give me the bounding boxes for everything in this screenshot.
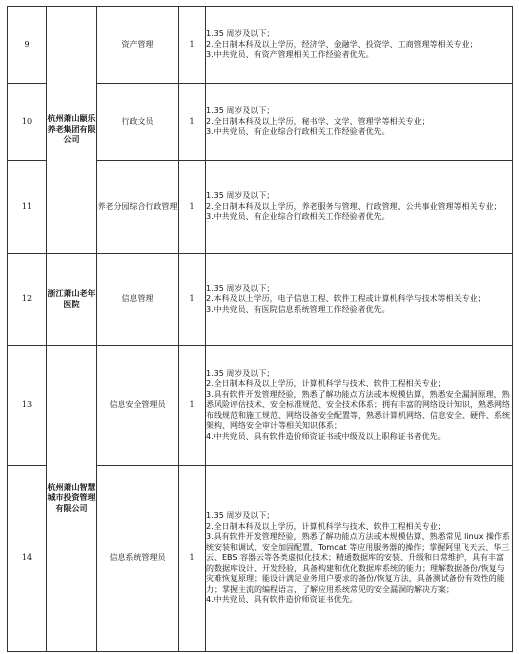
requirement-item: 3.中共党员、有企业综合行政相关工作经验者优先。 (206, 212, 390, 222)
org-cell: 浙江萧山老年医院 (47, 254, 97, 346)
org-cell: 杭州萧山智慧城市投资管理有限公司 (47, 346, 97, 652)
headcount: 1 (179, 161, 206, 254)
requirements (206, 254, 513, 346)
requirements (206, 7, 513, 84)
position-name: 行政文员 (97, 84, 179, 161)
position-name: 养老分园综合行政管理 (97, 161, 179, 254)
row-number: 11 (8, 161, 47, 254)
org-cell: 杭州萧山颐乐养老集团有限公司 (47, 7, 97, 254)
requirements (206, 161, 513, 254)
requirement-item: 1.35 周岁及以下； (206, 368, 275, 378)
requirement-item: 1.35 周岁及以下； (206, 191, 275, 201)
requirement-item: 3.中共党员、有资产管理相关工作经验者优先。 (206, 50, 374, 60)
requirement-item: 3.中共党员、有企业综合行政相关工作经验者优先。 (206, 127, 390, 137)
row-number: 13 (8, 346, 47, 466)
requirement-item: 4.中共党员、具有软件造价师资证书或中级及以上职称证书者优先。 (206, 431, 446, 441)
requirement-item: 3.具有软件开发管理经验，熟悉了解功能点方法或本规模估算，熟悉安全漏洞原理，熟悉风险评估技术、安全标准规范、安全技术体系；拥有丰富的网络设计知识，熟悉网络布线规范和施工规范、网络设备安全配置等，熟悉计算机网络、信息安全、硬件、系统架构、网络安全审计等相关知识体系； (206, 389, 510, 431)
row-number: 14 (8, 466, 47, 652)
requirement-item: 1.35 周岁及以下； (206, 283, 275, 293)
position-name: 信息安全管理员 (97, 346, 179, 466)
requirement-item: 1.35 周岁及以下； (206, 511, 275, 521)
requirement-item: 2.全日制本科及以上学历，养老服务与管理、行政管理、公共事业管理等相关专业； (206, 201, 502, 211)
table-row (8, 346, 513, 466)
headcount: 1 (179, 466, 206, 652)
jobs-table (7, 6, 513, 652)
row-number: 12 (8, 254, 47, 346)
headcount: 1 (179, 7, 206, 84)
headcount: 1 (179, 346, 206, 466)
requirement-item: 2.全日制本科及以上学历，秘书学、文学、管理学等相关专业； (206, 116, 430, 126)
requirement-item: 2.全日制本科及以上学历，计算机科学与技术、软件工程相关专业； (206, 521, 446, 531)
table-row (8, 254, 513, 346)
requirements (206, 466, 513, 652)
requirement-item: 3.具有软件开发管理经验，熟悉了解功能点方法或本规模估算，熟悉常见 linux 操作系统安装和调试、安全加固配置、Tomcat 等应用服务器的操作；掌握阿里飞天云、华三云、EBS 容器云等各类虚拟化技术；精通数据库的安装、升级和日常维护，具有丰富的数据库设计、开发经验，具备构建和优化数据库系统的能力；理解数据备份/恢复与灾难恢复原理；能设计满足业务用户要求的备份/恢复方法，具备测试备份有效性的能力；掌握主流的编程语言，了解应用系统常见的安全漏洞的解决方案； (206, 532, 511, 594)
row-number: 9 (8, 7, 47, 84)
requirement-item: 1.35 周岁及以下； (206, 106, 275, 116)
requirement-item: 1.35 周岁及以下； (206, 29, 275, 39)
headcount: 1 (179, 254, 206, 346)
headcount: 1 (179, 84, 206, 161)
row-number: 10 (8, 84, 47, 161)
position-name: 资产管理 (97, 7, 179, 84)
table-row (8, 7, 513, 84)
requirement-item: 2.本科及以上学历，电子信息工程、软件工程或计算机科学与技术等相关专业； (206, 294, 486, 304)
position-name: 信息系统管理员 (97, 466, 179, 652)
requirements (206, 84, 513, 161)
requirement-item: 2.全日制本科及以上学历，经济学、金融学、投资学、工商管理等相关专业； (206, 39, 478, 49)
requirement-item: 2.全日制本科及以上学历，计算机科学与技术、软件工程相关专业； (206, 379, 446, 389)
requirement-item: 4.中共党员、具有软件造价师资证书优先。 (206, 595, 358, 605)
requirements (206, 346, 513, 466)
position-name: 信息管理 (97, 254, 179, 346)
requirement-item: 3.中共党员、有医院信息系统管理工作经验者优先。 (206, 304, 390, 314)
